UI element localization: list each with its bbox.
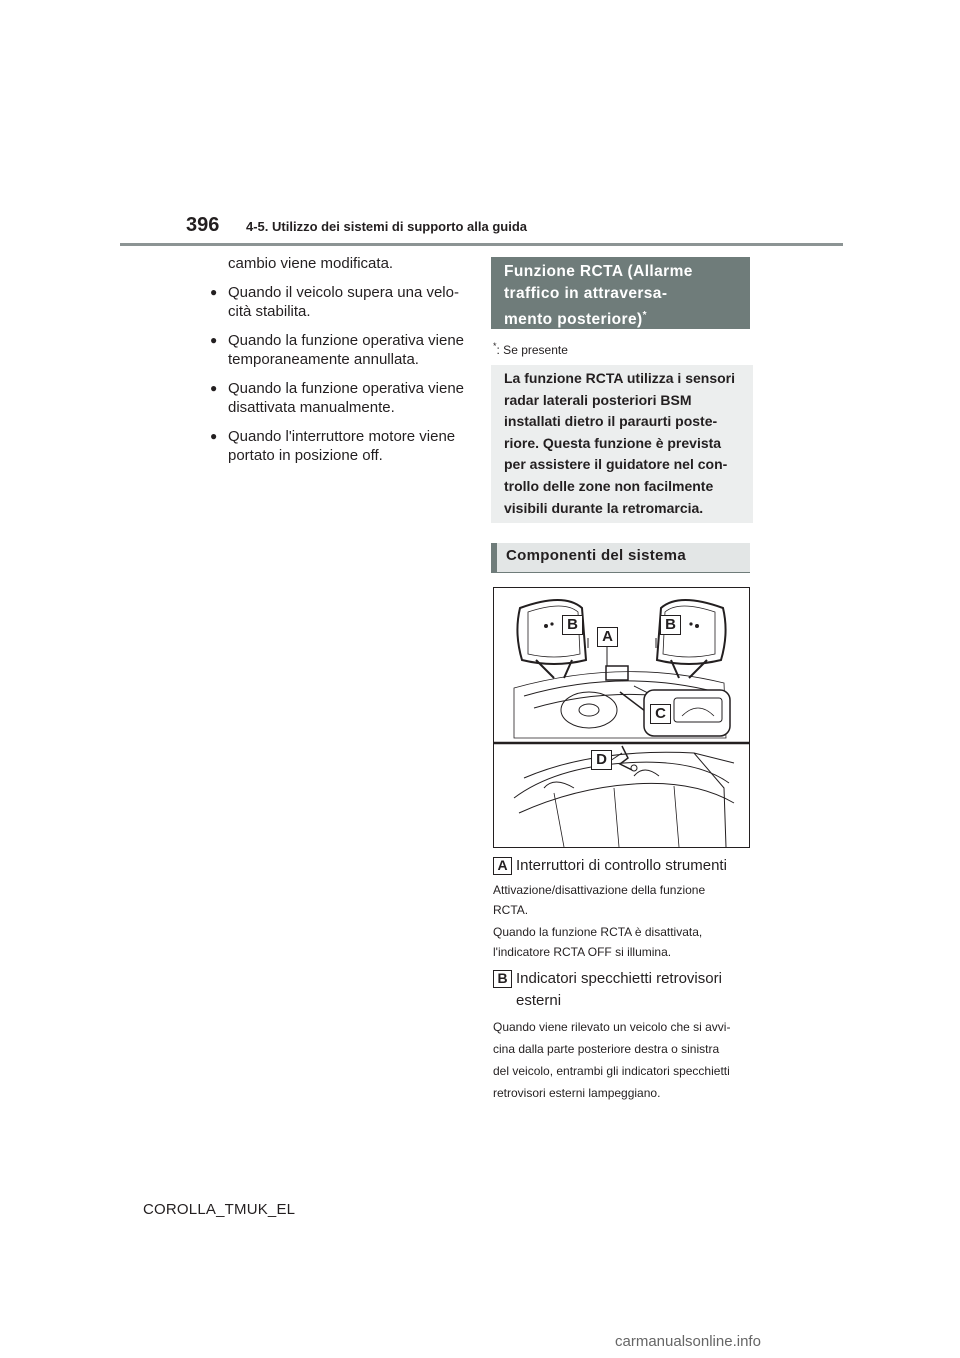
item-a-desc-line: l'indicatore RCTA OFF si illumina. bbox=[493, 945, 672, 959]
bullet-item bbox=[210, 331, 465, 369]
system-components-figure bbox=[493, 587, 750, 848]
components-illustration bbox=[494, 588, 749, 847]
rcta-heading-marker: * bbox=[642, 310, 647, 321]
intro-line: visibili durante la retromarcia. bbox=[504, 499, 704, 516]
item-b-title-line: esterni bbox=[516, 992, 562, 1009]
rcta-heading bbox=[491, 257, 750, 329]
footnote-marker: * bbox=[493, 341, 497, 351]
item-a-desc-line: RCTA. bbox=[493, 903, 529, 917]
rcta-heading-line bbox=[504, 305, 740, 331]
bullet-item bbox=[210, 379, 465, 417]
figure-callout-a: A bbox=[597, 627, 618, 647]
footnote-text: : Se presente bbox=[496, 343, 568, 357]
intro-line: La funzione RCTA utilizza i sensori bbox=[504, 370, 736, 386]
rear-seat-shape bbox=[514, 762, 729, 798]
item-label-a: A bbox=[493, 857, 512, 875]
bullet-line: Quando la funzione operativa viene temporaneamente annullata. bbox=[228, 332, 465, 368]
item-a-desc-line: Quando la funzione RCTA è disattivata, bbox=[493, 925, 703, 939]
page-number: 396 bbox=[186, 214, 220, 236]
footnote bbox=[493, 341, 568, 357]
footer-model-code: COROLLA_TMUK_EL bbox=[143, 1201, 296, 1218]
components-heading: Componenti del sistema bbox=[491, 543, 750, 573]
bullet-line: Quando il veicolo supera una velo- cità stabilita. bbox=[228, 284, 459, 320]
watermark[interactable]: carmanualsonline.info bbox=[615, 1333, 761, 1350]
figure-callout-b-right: B bbox=[660, 615, 681, 635]
rcta-heading-line-text: mento posteriore) bbox=[504, 311, 643, 329]
continuation-text: cambio viene modificata. bbox=[228, 255, 394, 272]
intro-line: trollo delle zone non facilmente bbox=[504, 477, 714, 494]
rcta-heading-line: Funzione RCTA (Allarme bbox=[504, 263, 693, 280]
steering-wheel-shape bbox=[561, 692, 617, 728]
intro-line: radar laterali posteriori BSM bbox=[504, 391, 692, 408]
bullet-item bbox=[210, 427, 465, 465]
left-column bbox=[210, 254, 465, 475]
item-label-b: B bbox=[493, 970, 512, 988]
figure-callout-b-left: B bbox=[562, 615, 583, 635]
figure-callout-d: D bbox=[591, 750, 612, 770]
intro-box bbox=[491, 365, 753, 523]
section-title: 4-5. Utilizzo dei sistemi di supporto alla guida bbox=[246, 219, 527, 234]
item-b-desc-line: Quando viene rilevato un veicolo che si avvi- bbox=[493, 1020, 731, 1034]
center-screen-shape bbox=[606, 666, 628, 680]
bullet-item bbox=[210, 283, 465, 321]
rcta-heading-line: traffico in attraversa- bbox=[504, 285, 668, 302]
item-b-desc-line: del veicolo, entrambi gli indicatori specchietti bbox=[493, 1064, 730, 1078]
item-b-desc-line: retrovisori esterni lampeggiano. bbox=[493, 1086, 661, 1100]
item-a-desc-line: Attivazione/disattivazione della funzione bbox=[493, 883, 706, 897]
bullet-line: Quando l'interruttore motore viene portato in posizione off. bbox=[228, 428, 456, 464]
item-b-desc-line: cina dalla parte posteriore destra o sinistra bbox=[493, 1042, 720, 1056]
figure-callout-c: C bbox=[650, 704, 671, 724]
header-divider bbox=[120, 243, 843, 246]
intro-line: installati dietro il paraurti poste- bbox=[504, 413, 718, 430]
item-a-title: Interruttori di controllo strumenti bbox=[516, 857, 727, 874]
item-b-title-line: Indicatori specchietti retrovisori bbox=[516, 970, 722, 987]
intro-line: per assistere il guidatore nel con- bbox=[504, 456, 728, 473]
bullet-line: Quando la funzione operativa viene disattivata manualmente. bbox=[228, 380, 465, 416]
intro-line: riore. Questa funzione è prevista bbox=[504, 434, 722, 451]
